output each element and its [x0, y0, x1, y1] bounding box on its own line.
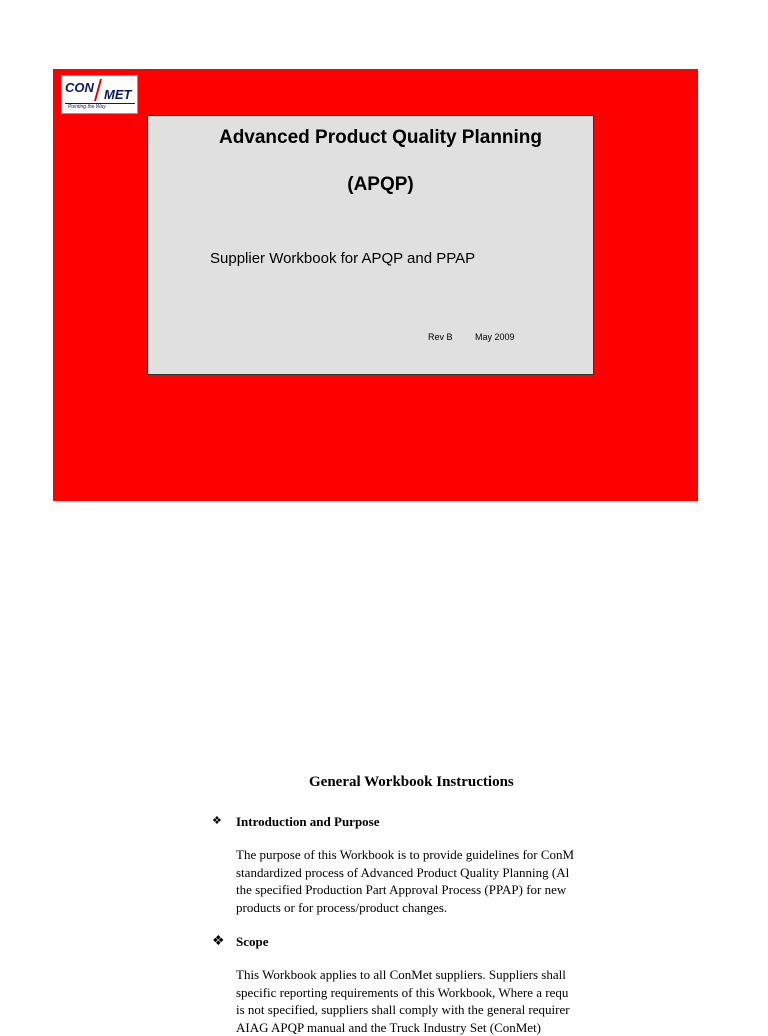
document-subtitle: Supplier Workbook for APQP and PPAP: [210, 250, 475, 267]
instructions-heading: General Workbook Instructions: [309, 774, 514, 791]
revision-date: May 2009: [475, 332, 515, 342]
paragraph-line: This Workbook applies to all ConMet suppliers. Suppliers shall: [236, 966, 641, 984]
logo-met-text: MET: [104, 88, 131, 101]
paragraph-line: specific reporting requirements of this Workbook, Where a requ: [236, 984, 641, 1002]
diamond-bullet-icon: ❖: [212, 935, 225, 949]
paragraph-line: The purpose of this Workbook is to provide guidelines for ConM: [236, 846, 641, 864]
section-title-introduction: Introduction and Purpose: [236, 814, 380, 830]
revision-label: Rev B: [428, 332, 453, 342]
section-paragraph-scope: [236, 966, 641, 1036]
document-title: Advanced Product Quality Planning: [148, 127, 593, 149]
section-paragraph-introduction: [236, 846, 641, 916]
section-title-scope: Scope: [236, 934, 269, 950]
logo-con-text: CON: [65, 81, 94, 94]
logo-tagline: Pointing the Way: [68, 105, 106, 110]
paragraph-line: standardized process of Advanced Product Quality Planning (Al: [236, 864, 641, 882]
paragraph-line: AIAG APQP manual and the Truck Industry Set (ConMet): [236, 1019, 641, 1036]
paragraph-line: is not specified, suppliers shall comply with the general requirer: [236, 1001, 641, 1019]
paragraph-line: the specified Production Part Approval Process (PPAP) for new: [236, 881, 641, 899]
document-abbreviation: (APQP): [148, 174, 593, 196]
hollow-diamond-bullet-icon: ❖: [212, 816, 222, 827]
paragraph-line: products or for process/product changes.: [236, 899, 641, 917]
